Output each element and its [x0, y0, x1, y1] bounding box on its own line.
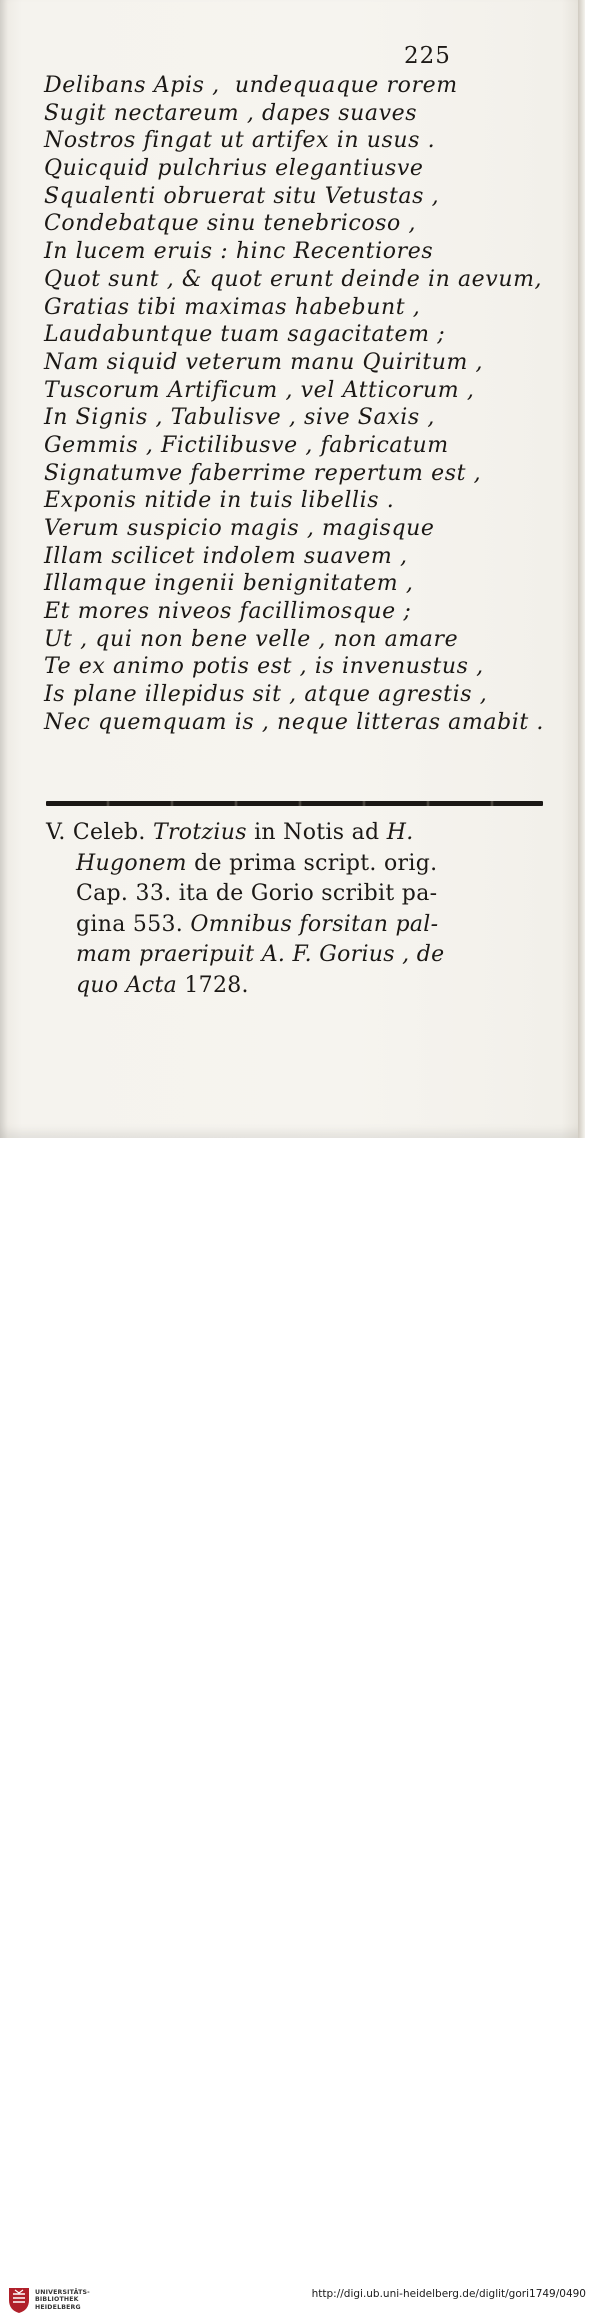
poem-line: Et mores niveos facillimosque ; [44, 599, 412, 625]
poem-line: Gemmis , Fictilibusve , fabricatum [44, 432, 449, 458]
footnote-line [46, 940, 546, 971]
poem-line: Quicquid pulchrius elegantiusve [44, 156, 424, 182]
footnote [46, 818, 546, 1001]
poem-line: Nostros fingat ut artifex in usus . [44, 128, 436, 154]
library-crest-icon [7, 2286, 31, 2314]
poem-line: Is plane illepidus sit , atque agrestis , [44, 682, 488, 708]
page-number: 225 [404, 43, 451, 69]
logo-line: HEIDELBERG [35, 2303, 81, 2311]
poem-line: Signatumve faberrime repertum est , [44, 460, 482, 486]
footnote-text: in Notis ad [246, 820, 387, 845]
poem-line: Squalenti obruerat situ Vetustas , [44, 183, 440, 209]
footnote-text: gina 553. [76, 911, 191, 937]
poem-line: Illamque ingenii benignitatem , [44, 571, 414, 597]
footnote-line [46, 971, 546, 1002]
poem-line: Exponis nitide in tuis libellis . [44, 488, 395, 514]
poem-line: In lucem eruis : hinc Recentiores [44, 239, 434, 265]
logo-line: UNIVERSITÄTS- [35, 2289, 90, 2296]
poem-line: Laudabuntque tuam sagacitatem ; [44, 322, 446, 348]
poem-line: Nam siquid veterum manu Quiritum , [44, 349, 484, 375]
footnote-line [46, 849, 546, 880]
footnote-text: V. Celeb. [46, 820, 154, 845]
footnote-text: 1728. [177, 972, 249, 998]
poem-line: Verum suspicio magis , magisque [44, 516, 435, 541]
poem-line: Sugit nectareum , dapes suaves [44, 100, 418, 126]
page-edge [578, 0, 585, 1138]
scanned-page [0, 0, 585, 1138]
footnote-text: quo Acta [76, 972, 178, 998]
poem-line: Quot sunt , & quot erunt deinde in aevum, [44, 266, 543, 292]
footnote-text: Trotzius [153, 820, 247, 845]
poem-line: Ut , qui non bene velle , non amare [44, 626, 459, 652]
footer-bar [0, 1138, 592, 2311]
library-logo-text [35, 2289, 90, 2311]
poem-line: Nec quemquam is , neque litteras amabit . [44, 709, 545, 735]
footnote-line [46, 818, 546, 849]
footnote-text: de prima script. orig. [186, 850, 438, 876]
footnote-line [46, 910, 546, 941]
poem-line: Te ex animo potis est , is invenustus , [44, 654, 484, 680]
logo-line: BIBLIOTHEK [35, 2296, 79, 2304]
footnote-text: H. [386, 820, 414, 845]
poem-line: Illam scilicet indolem suavem , [44, 543, 408, 569]
source-url-link[interactable]: http://digi.ub.uni-heidelberg.de/diglit/gori1749/0490 [311, 2288, 586, 2300]
footnote-text: Hugonem [76, 850, 187, 876]
poem-line: Gratias tibi maximas habebunt , [44, 294, 421, 320]
poem-line: Delibans Apis , undequaque rorem [44, 73, 458, 98]
poem-line: Tuscorum Artificum , vel Atticorum , [44, 377, 475, 403]
footnote-text: Cap. 33. ita de Gorio scribit pa- [76, 881, 438, 906]
section-divider [46, 801, 543, 806]
poem-line: Condebatque sinu tenebricoso , [44, 211, 417, 237]
footnote-text: mam praeripuit A. F. Gorius , de [76, 942, 445, 967]
footnote-text: Omnibus forsitan pal- [190, 911, 439, 937]
poem-line: In Signis , Tabulisve , sive Saxis , [44, 405, 435, 431]
footnote-line [46, 879, 546, 910]
poem-text [44, 72, 564, 737]
